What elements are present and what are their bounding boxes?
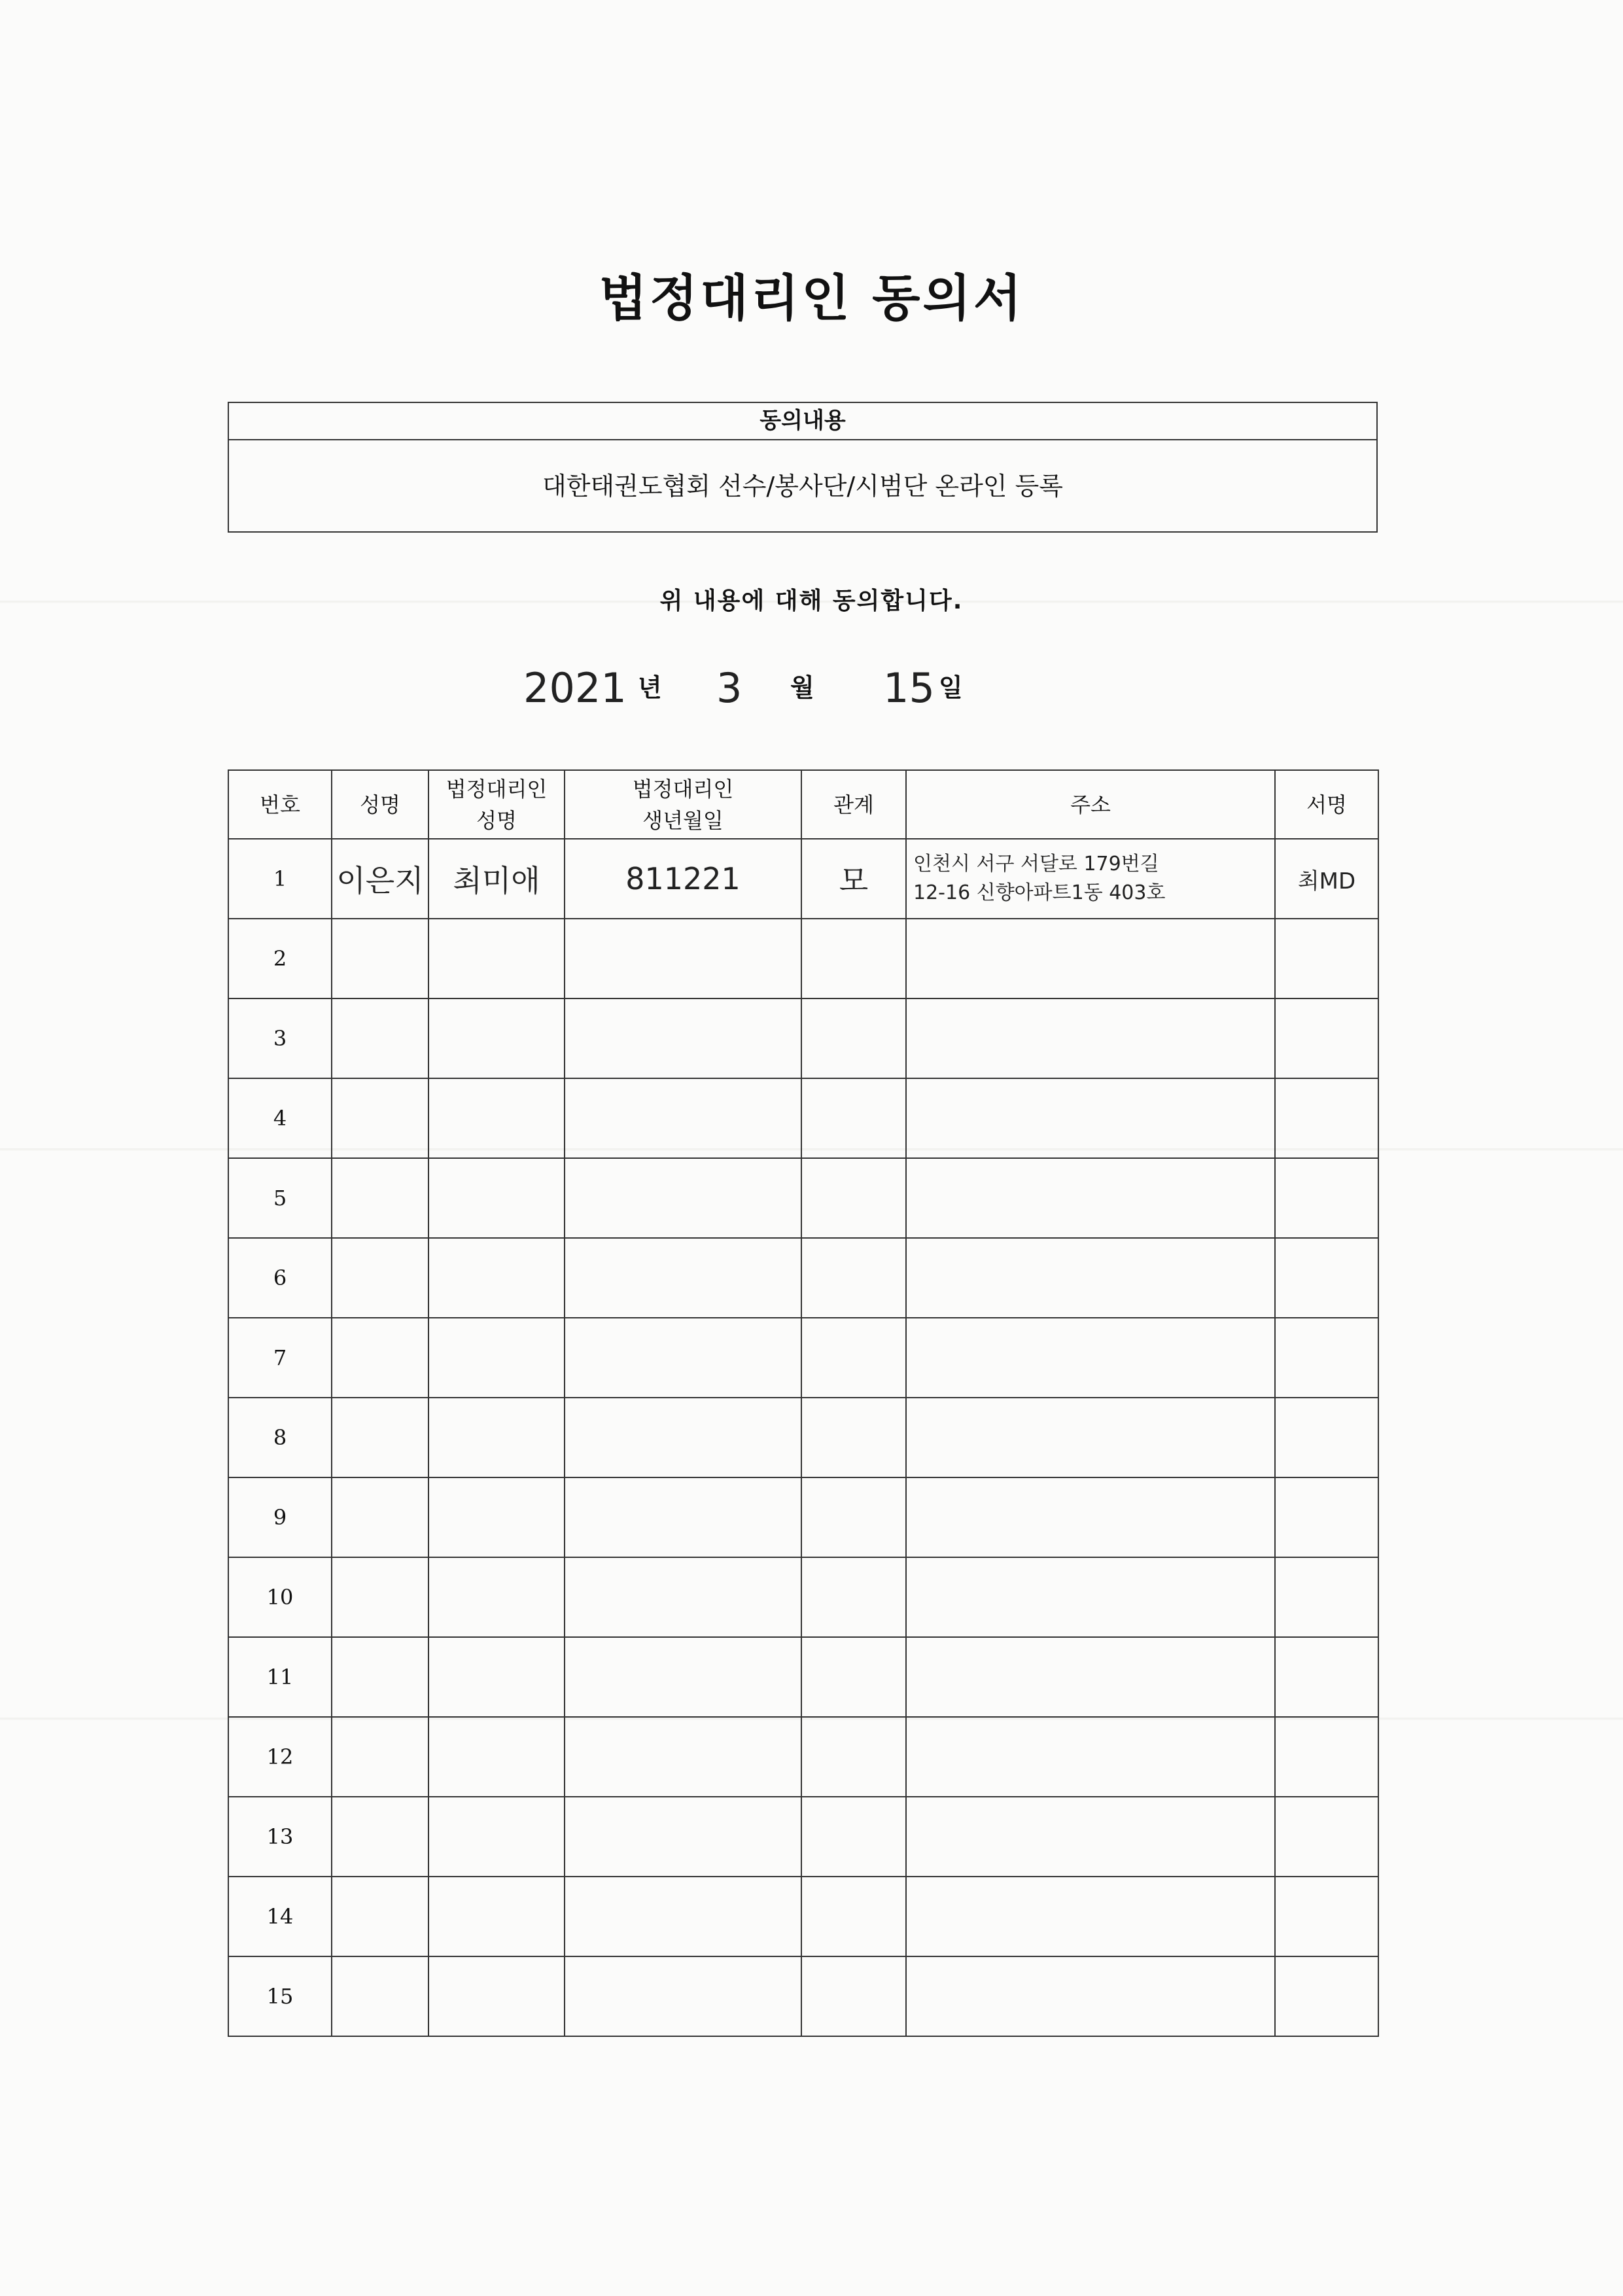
date-day: 15	[883, 664, 935, 712]
table-row	[228, 919, 1378, 998]
row-number: 7	[228, 1318, 332, 1398]
row-number: 11	[228, 1637, 332, 1717]
table-row	[228, 1398, 1378, 1477]
row-number: 6	[228, 1238, 332, 1318]
table-row	[228, 1158, 1378, 1238]
consent-body: 대한태권도협회 선수/봉사단/시범단 온라인 등록	[542, 472, 1063, 501]
consent-header: 동의내용	[229, 403, 1376, 440]
table-header-row	[228, 770, 1378, 839]
row-number: 9	[228, 1477, 332, 1557]
row-number: 8	[228, 1398, 332, 1477]
signature-cell: 최MD	[1275, 839, 1378, 919]
row-number: 4	[228, 1078, 332, 1158]
header-cell: 주소	[906, 770, 1275, 839]
table-row	[228, 1078, 1378, 1158]
table-row	[228, 1318, 1378, 1398]
table-row	[228, 1557, 1378, 1637]
row-number: 10	[228, 1557, 332, 1637]
agree-statement: 위 내용에 대해 동의합니다.	[659, 588, 964, 614]
table-row	[228, 839, 1378, 919]
row-number: 14	[228, 1877, 332, 1956]
header-cell: 법정대리인 생년월일	[565, 770, 801, 839]
date-year: 2021	[523, 664, 627, 712]
date-day-label: 일	[939, 673, 963, 702]
row-number: 15	[228, 1956, 332, 2036]
relation-cell: 모	[801, 839, 906, 919]
table-row	[228, 1238, 1378, 1318]
address-cell: 인천시 서구 서달로 179번길 12-16 신향아파트1동 403호	[906, 839, 1275, 919]
guardian-birth-cell: 811221	[565, 839, 801, 919]
header-cell: 번호	[228, 770, 332, 839]
row-number: 12	[228, 1717, 332, 1797]
row-number: 13	[228, 1797, 332, 1877]
date-year-label: 년	[638, 673, 662, 702]
name-cell: 이은지	[332, 839, 428, 919]
table-row	[228, 1477, 1378, 1557]
registration-table	[228, 769, 1379, 2037]
header-cell: 성명	[332, 770, 428, 839]
table-row	[228, 1637, 1378, 1717]
table-row	[228, 1956, 1378, 2036]
row-number: 2	[228, 919, 332, 998]
row-number: 5	[228, 1158, 332, 1238]
date-month-label: 월	[790, 673, 814, 702]
table-row	[228, 1877, 1378, 1956]
table-row	[228, 998, 1378, 1078]
consent-box	[228, 402, 1378, 533]
document-title: 법정대리인 동의서	[599, 269, 1024, 327]
header-cell: 관계	[801, 770, 906, 839]
table-row	[228, 1717, 1378, 1797]
table-row	[228, 1797, 1378, 1877]
header-cell: 법정대리인 성명	[428, 770, 565, 839]
header-cell: 서명	[1275, 770, 1378, 839]
row-number: 1	[228, 839, 332, 919]
row-number: 3	[228, 998, 332, 1078]
date-month: 3	[716, 664, 742, 712]
guardian-name-cell: 최미애	[428, 839, 565, 919]
